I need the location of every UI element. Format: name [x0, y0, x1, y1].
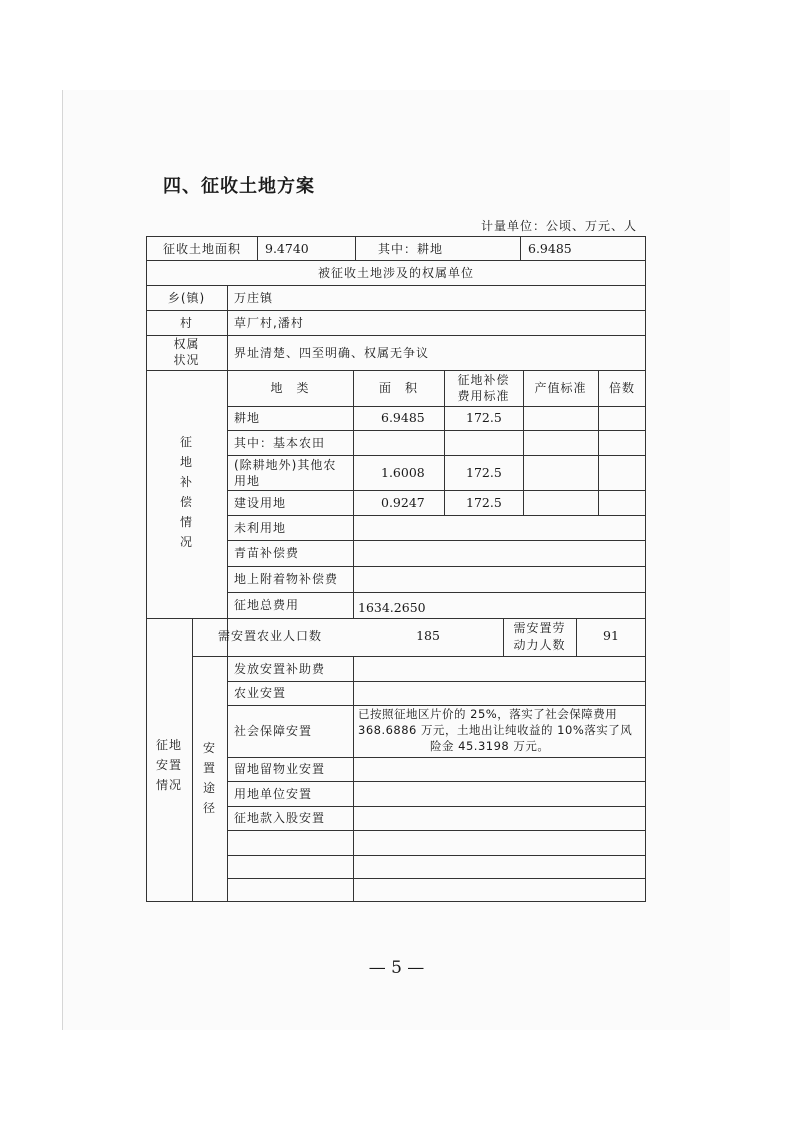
- resettlement-way-label: 留地留物业安置: [234, 762, 326, 776]
- fee-standard-header-line2: 费用标准: [457, 389, 510, 403]
- row-divider: [227, 592, 646, 593]
- row-divider: [227, 855, 646, 856]
- ways-label-char: 安: [202, 741, 216, 755]
- row-divider: [227, 540, 646, 541]
- column-divider: [227, 285, 228, 902]
- labor-value: 91: [603, 628, 619, 643]
- row-divider: [146, 310, 646, 311]
- ways-label-char: 径: [202, 801, 216, 815]
- column-divider: [353, 370, 354, 618]
- row-divider: [146, 260, 646, 261]
- row-divider: [146, 618, 646, 619]
- labor-label-line2: 动力人数: [513, 638, 566, 652]
- acquired-area-value: 9.4740: [265, 241, 309, 256]
- compensation-label-char: 况: [179, 535, 193, 549]
- column-divider: [520, 236, 521, 260]
- row-divider: [227, 430, 646, 431]
- land-type-cell: 耕地: [234, 411, 261, 425]
- row-divider: [227, 681, 646, 682]
- labor-label-line1: 需安置劳: [513, 621, 566, 635]
- area-cell: 0.9247: [381, 495, 425, 510]
- social-security-detail-line1: 已按照征地区片价的 25%，落实了社会保障费用: [358, 707, 618, 721]
- total-fee-value: 1634.2650: [358, 600, 426, 615]
- social-security-detail-line3: 险金 45.3198 万元。: [430, 739, 550, 753]
- land-type-cell: 未利用地: [234, 521, 287, 535]
- area-header: 面 积: [378, 381, 418, 395]
- compensation-section-label: [146, 432, 227, 552]
- column-divider: [355, 236, 356, 260]
- land-type-cell-line1: (除耕地外)其他农: [234, 458, 337, 472]
- area-cell: 6.9485: [381, 410, 425, 425]
- row-divider: [227, 566, 646, 567]
- fee-standard-cell: 172.5: [466, 410, 502, 425]
- township-value: 万庄镇: [234, 291, 274, 305]
- fee-standard-cell: 172.5: [466, 465, 502, 480]
- compensation-label-char: 补: [179, 475, 193, 489]
- attachment-fee-label: 地上附着物补偿费: [234, 572, 339, 586]
- resettlement-way-label: 用地单位安置: [234, 787, 313, 801]
- resettlement-ways-label: [192, 738, 227, 818]
- page-number: — 5 —: [368, 958, 425, 978]
- township-label: 乡(镇): [167, 291, 206, 305]
- fee-standard-cell: 172.5: [466, 495, 502, 510]
- compensation-label-char: 偿: [179, 495, 193, 509]
- row-divider: [146, 370, 646, 371]
- row-divider: [192, 656, 646, 657]
- resettlement-label-line: 情况: [155, 778, 182, 792]
- total-fee-label: 征地总费用: [234, 598, 300, 612]
- village-value: 草厂村,潘村: [234, 316, 304, 330]
- column-divider: [257, 236, 258, 260]
- compensation-label-char: 情: [179, 515, 193, 529]
- seedling-fee-label: 青苗补偿费: [234, 546, 300, 560]
- land-type-cell-line2: 用地: [234, 474, 261, 488]
- land-type-cell: 建设用地: [234, 496, 287, 510]
- compensation-label-char: 地: [179, 455, 193, 469]
- farmland-value: 6.9485: [528, 241, 572, 256]
- ways-label-char: 置: [202, 761, 216, 775]
- measurement-unit: 计量单位：公顷、万元、人: [480, 219, 637, 233]
- row-divider: [227, 781, 646, 782]
- resettlement-way-label: 征地款入股安置: [234, 811, 326, 825]
- ownership-status-value: 界址清楚、四至明确、权属无争议: [234, 346, 430, 360]
- column-divider: [353, 656, 354, 902]
- area-cell: 1.6008: [381, 465, 425, 480]
- row-divider: [227, 515, 646, 516]
- resettlement-way-label: 农业安置: [234, 686, 287, 700]
- ownership-status-label-line1: 权属: [173, 337, 200, 351]
- acquired-area-label: 征收土地面积: [163, 242, 242, 256]
- multiple-header: 倍数: [608, 381, 635, 395]
- row-divider: [227, 830, 646, 831]
- ownership-status-label-line2: 状况: [173, 353, 200, 367]
- land-type-cell: 其中：基本农田: [234, 436, 326, 450]
- ways-label-char: 途: [202, 781, 216, 795]
- output-standard-header: 产值标准: [534, 381, 587, 395]
- section-heading: 四、征收土地方案: [163, 176, 315, 197]
- resettlement-label-line: 安置: [155, 758, 182, 772]
- row-divider: [227, 455, 646, 456]
- fee-standard-header-line1: 征地补偿: [457, 373, 510, 387]
- row-divider: [227, 490, 646, 491]
- social-security-detail-line2: 368.6886 万元，土地出让纯收益的 10%落实了风: [358, 723, 633, 737]
- village-label: 村: [179, 316, 193, 330]
- population-label: 需安置农业人口数: [218, 629, 323, 643]
- farmland-label: 其中：耕地: [378, 242, 444, 256]
- row-divider: [227, 806, 646, 807]
- row-divider: [227, 406, 646, 407]
- resettlement-label-line: 征地: [155, 738, 182, 752]
- land-type-header: 地 类: [270, 381, 310, 395]
- population-value: 185: [416, 628, 440, 643]
- compensation-label-char: 征: [179, 435, 193, 449]
- row-divider: [227, 757, 646, 758]
- row-divider: [227, 878, 646, 879]
- row-divider: [146, 285, 646, 286]
- resettlement-way-label: 发放安置补助费: [234, 662, 326, 676]
- resettlement-section-label: [146, 735, 192, 795]
- ownership-section-title: 被征收土地涉及的权属单位: [317, 266, 474, 280]
- resettlement-way-label: 社会保障安置: [234, 724, 313, 738]
